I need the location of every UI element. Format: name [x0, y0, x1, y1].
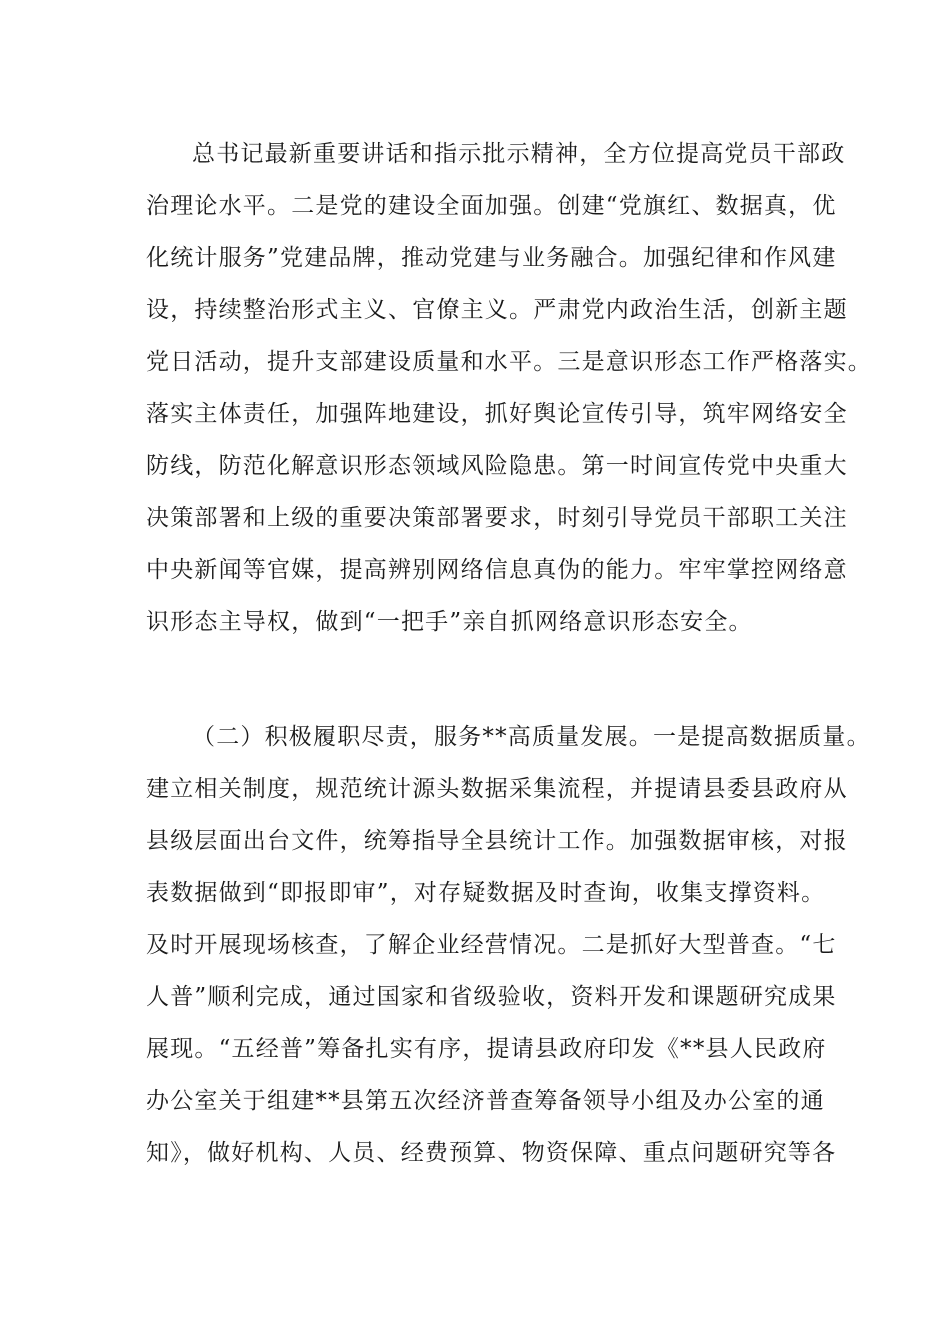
text-line: 治理论水平。二是党的建设全面加强。创建“党旗红、数据真，优	[146, 193, 837, 219]
text-line: 决策部署和上级的重要决策部署要求，时刻引导党员干部职工关注	[146, 505, 848, 531]
paragraph-2	[146, 711, 871, 1179]
text-line: 总书记最新重要讲话和指示批示精神，全方位提高党员干部政	[192, 141, 846, 167]
text-line: 知》，做好机构、人员、经费预算、物资保障、重点问题研究等各	[146, 1140, 837, 1166]
text-line: 化统计服务”党建品牌，推动党建与业务融合。加强纪律和作风建	[146, 245, 837, 271]
text-line: 人普”顺利完成，通过国家和省级验收，资料开发和课题研究成果	[146, 984, 837, 1010]
text-line: 党日活动，提升支部建设质量和水平。三是意识形态工作严格落实。	[146, 349, 872, 375]
text-line: 设，持续整治形式主义、官僚主义。严肃党内政治生活，创新主题	[146, 297, 848, 323]
text-line: 表数据做到“即报即审”，对存疑数据及时查询，收集支撑资料。	[146, 880, 826, 906]
text-line: 建立相关制度，规范统计源头数据采集流程，并提请县委县政府从	[146, 776, 848, 802]
text-line: 中央新闻等官媒，提高辨别网络信息真伪的能力。牢牢掌控网络意	[146, 557, 848, 583]
text-line: 办公室关于组建**县第五次经济普查筹备领导小组及办公室的通	[146, 1088, 825, 1114]
section-heading-line: （二）积极履职尽责，服务**高质量发展。一是提高数据质量。	[192, 724, 871, 750]
text-line: 落实主体责任，加强阵地建设，抓好舆论宣传引导，筑牢网络安全	[146, 401, 848, 427]
text-line: 县级层面出台文件，统筹指导全县统计工作。加强数据审核，对报	[146, 828, 848, 854]
text-line: 展现。“五经普”筹备扎实有序，提请县政府印发《**县人民政府	[146, 1036, 827, 1062]
text-line: 及时开展现场核查，了解企业经营情况。二是抓好大型普查。“七	[146, 932, 837, 958]
text-line: 识形态主导权，做到“一把手”亲自抓网络意识形态安全。	[146, 609, 753, 635]
paragraph-1	[146, 128, 872, 648]
text-line: 防线，防范化解意识形态领域风险隐患。第一时间宣传党中央重大	[146, 453, 848, 479]
